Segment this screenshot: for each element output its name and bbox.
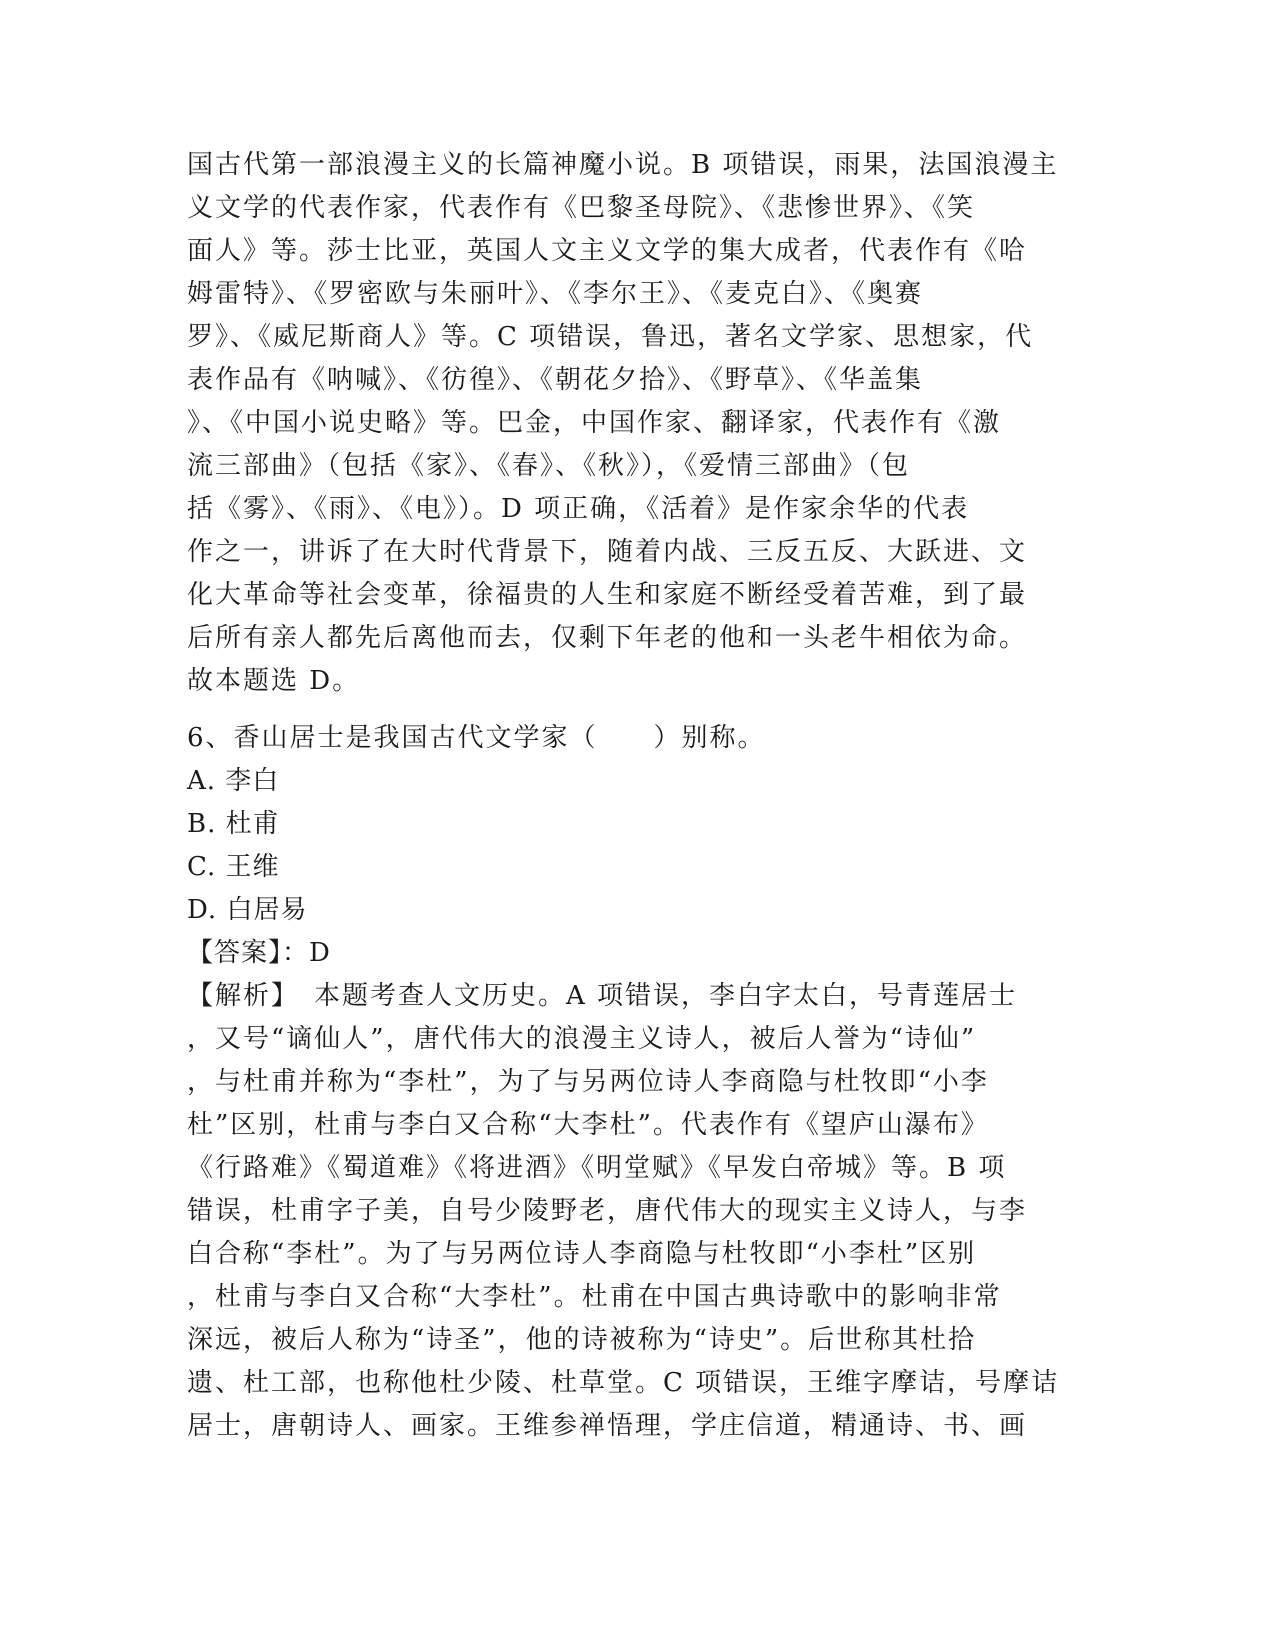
- option-b: B. 杜甫: [187, 809, 280, 839]
- text-line: ，又号“谪仙人”，唐代伟大的浪漫主义诗人，被后人誉为“诗仙”: [187, 1024, 977, 1054]
- text-line: 罗》、《威尼斯商人》等。C 项错误，鲁迅，著名文学家、思想家，代: [187, 322, 1034, 352]
- question-stem: 6、香山居士是我国古代文学家（ ）别称。: [187, 723, 766, 753]
- option-c: C. 王维: [187, 852, 280, 882]
- text-line: 面人》等。莎士比亚，英国人文主义文学的集大成者，代表作有《哈: [187, 236, 1028, 266]
- answer-line: 【答案】：D: [187, 938, 331, 968]
- text-line: 括《雾》、《雨》、《电》）。D 项正确，《活着》是作家余华的代表: [187, 494, 970, 524]
- text-line: 国古代第一部浪漫主义的长篇神魔小说。B 项错误，雨果，法国浪漫主: [187, 150, 1059, 180]
- text-line: ，杜甫与李白又合称“大李杜”。杜甫在中国古典诗歌中的影响非常: [187, 1282, 1002, 1312]
- paragraph-gap: [187, 703, 1087, 717]
- text-line: 故本题选 D。: [187, 666, 361, 696]
- text-line: ，与杜甫并称为“李杜”，为了与另两位诗人李商隐与杜牧即“小李: [187, 1067, 989, 1097]
- option-d: D. 白居易: [187, 895, 308, 925]
- option-a: A. 李白: [187, 766, 280, 796]
- text-line: 【解析】 本题考查人文历史。A 项错误，李白字太白，号青莲居士: [187, 981, 1018, 1011]
- text-line: 流三部曲》（包括《家》、《春》、《秋》），《爱情三部曲》（包: [187, 451, 911, 481]
- text-line: 遗、杜工部，也称他杜少陵、杜草堂。C 项错误，王维字摩诘，号摩诘: [187, 1368, 1060, 1398]
- text-line: 深远，被后人称为“诗圣”，他的诗被称为“诗史”。后世称其杜拾: [187, 1325, 977, 1355]
- text-line: 表作品有《呐喊》、《彷徨》、《朝花夕拾》、《野草》、《华盖集: [187, 365, 924, 395]
- text-line: 》、《中国小说史略》等。巴金，中国作家、翻译家，代表作有《激: [187, 408, 1002, 438]
- text-line: 杜”区别，杜甫与李白又合称“大李杜”。代表作有《望庐山瀑布》: [187, 1110, 989, 1140]
- text-line: 错误，杜甫字子美，自号少陵野老，唐代伟大的现实主义诗人，与李: [187, 1196, 1028, 1226]
- document-page: [187, 144, 1087, 1448]
- text-line: 化大革命等社会变革，徐福贵的人生和家庭不断经受着苦难，到了最: [187, 580, 1028, 610]
- text-line: 白合称“李杜”。为了与另两位诗人李商隐与杜牧即“小李杜”区别: [187, 1239, 977, 1269]
- text-line: 姆雷特》、《罗密欧与朱丽叶》、《李尔王》、《麦克白》、《奥赛: [187, 279, 924, 309]
- text-line: 居士，唐朝诗人、画家。王维参禅悟理，学庄信道，精通诗、书、画: [187, 1411, 1028, 1441]
- previous-explanation: [187, 144, 1087, 703]
- text-line: 《行路难》《蜀道难》《将进酒》《明堂赋》《早发白帝城》等。B 项: [187, 1153, 1007, 1183]
- text-line: 后所有亲人都先后离他而去，仅剩下年老的他和一头老牛相依为命。: [187, 623, 1028, 653]
- question-explanation: [187, 975, 1087, 1448]
- text-line: 义文学的代表作家，代表作有《巴黎圣母院》、《悲惨世界》、《笑: [187, 193, 976, 223]
- text-line: 作之一，讲诉了在大时代背景下，随着内战、三反五反、大跃进、文: [187, 537, 1028, 567]
